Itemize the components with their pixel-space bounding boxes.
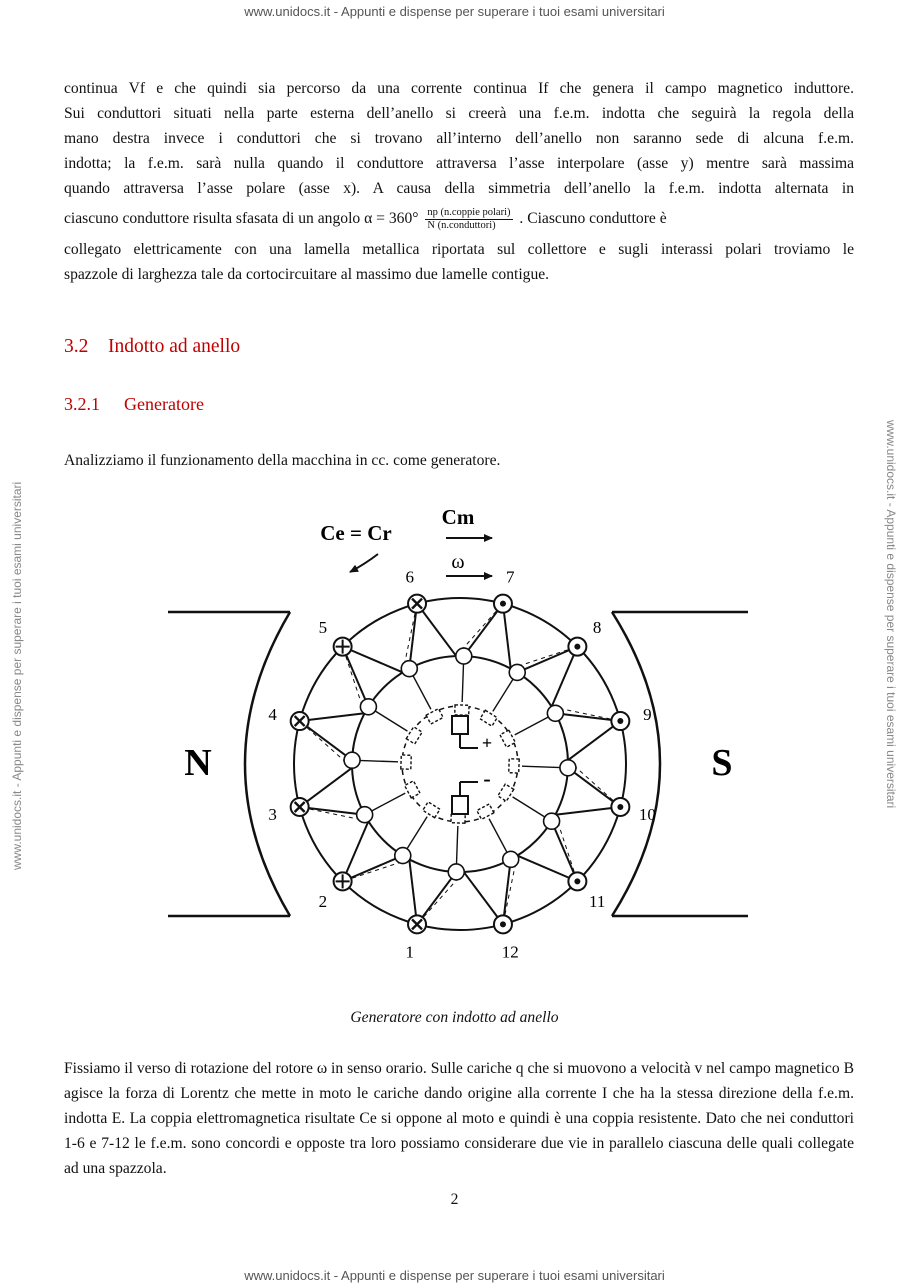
cm-label: Cm [441,505,475,529]
inner-node [560,760,576,776]
conductor-dot-symbol [574,878,580,884]
conductors [268,568,656,962]
inner-node [357,807,373,823]
pole-s-label: S [711,742,733,784]
formula-line [64,201,854,237]
ce-arrow [350,554,378,572]
inner-node [547,705,563,721]
conductor-number: 5 [318,617,328,637]
conductor-number: 8 [592,617,602,637]
ce-cr-label: Ce = Cr [320,521,392,545]
commutator-segment [480,710,497,726]
conductor-dot-symbol [500,601,506,607]
commutator-segment [500,730,515,747]
conductor-number: 4 [268,704,277,724]
conductor-number: 1 [405,942,415,962]
text-line: collegato elettricamente con una lamella metallica riportata sul collettore e sugli interassi polari troviamo le [64,241,854,258]
top-banner: www.unidocs.it - Appunti e dispense per superare i tuoi esami universitari [244,4,665,19]
section-heading [64,336,240,358]
commutator-segment [401,755,411,769]
brush-minus-sign: - [483,766,491,791]
conductor-number: 2 [318,892,328,912]
brush-plus [452,716,478,748]
text-line: spazzole di larghezza tale da cortocircuitare al massimo due lamelle contigue. [64,266,550,283]
text-line: continua Vf e che quindi sia percorso da una corrente continua If che genera il campo magnetico induttore. [64,80,854,97]
conductor-number: 9 [643,704,652,724]
text-line: indotta; la f.e.m. sarà nulla quando il conduttore attraversa l’asse interpolare (asse y) mentre sarà massima [64,155,854,172]
conductor-number: 10 [638,805,656,825]
subsection-number: 3.2.1 [64,394,100,414]
inner-node [401,661,417,677]
right-watermark: www.unidocs.it - Appunti e dispense per superare i tuoi esami universitari [884,420,898,809]
conductor-dot-symbol [574,644,580,650]
inner-node [456,648,472,664]
inner-ring [352,656,568,872]
bottom-banner: www.unidocs.it - Appunti e dispense per superare i tuoi esami universitari [244,1268,665,1283]
left-watermark: www.unidocs.it - Appunti e dispense per superare i tuoi esami universitari [10,481,24,870]
commutator-segment [509,759,519,773]
commutator-segment [423,802,440,818]
conductor-number: 7 [505,567,515,587]
inner-node [360,699,376,715]
brush-minus [452,782,478,814]
conductor-number: 6 [405,567,415,587]
commutator-segment [455,705,469,715]
figure-caption: Generatore con indotto ad anello [350,1009,559,1026]
fraction-numerator: np (n.coppie polari) [427,206,511,218]
formula-post: . Ciascuno conduttore è [519,210,667,227]
ring-armature-figure [0,490,909,1000]
subsection-title: Generatore [124,394,204,414]
section-title: Indotto ad anello [108,336,241,357]
commutator-segment [477,804,494,819]
conductor-dot-symbol [617,718,623,724]
omega-label: ω [451,551,465,573]
inner-node [544,813,560,829]
inner-node [344,752,360,768]
commutator-segment [405,781,420,798]
inner-node [509,664,525,680]
inner-node [395,848,411,864]
fraction-denominator: N (n.conduttori) [427,219,496,231]
pole-n-label: N [184,742,212,784]
subsection-heading [64,394,204,415]
paragraph-2: Fissiamo il verso di rotazione del rotore ω in senso orario. Sulle cariche q che si muovono a velocità v nel campo magnetico B agisce la forza di Lorentz che mette in moto le cariche dando origine alla corrente I che ha la stessa direzione della f.e.m. indotta E. La coppia elettromagnetica risultate Ce si oppone al moto e quindi è una coppia resistente. Dato che nei conduttori 1-6 e 7-12 le f.e.m. sono concordi e opposte tra loro possiamo considerare due vie in parallelo ciascuna delle quali collegate ad una spazzola. [64,1060,854,1177]
inner-node [503,851,519,867]
commutator-segment [498,784,514,801]
commutator-segment [406,727,422,744]
fraction [425,207,512,232]
conductor-dot-symbol [500,921,506,927]
inner-node [448,864,464,880]
conductor-number: 11 [588,892,606,912]
commutator-segment [426,709,443,724]
section-number: 3.2 [64,336,89,357]
text-line: mano destra invece i conduttori che si trovano all’interno dell’anello non saranno sede di alcuna f.e.m. [64,130,854,147]
brush-plus-sign: + [481,733,493,753]
text-line: Sui conduttori situati nella parte esterna dell’anello si creerà una f.e.m. indotta che seguirà la regola della [64,105,854,122]
conductor-dot-symbol [617,804,623,810]
page-number: 2 [450,1191,459,1208]
intro-paragraph: Analizziamo il funzionamento della macchina in cc. come generatore. [64,452,501,469]
conductor-number: 3 [268,805,277,825]
conductor-number: 12 [501,942,519,962]
formula-pre: ciascuno conduttore risulta sfasata di un angolo α = 360° [64,210,419,227]
text-line: quando attraversa l’asse polare (asse x). A causa della simmetria dell’anello la f.e.m. indotta alternata in [64,180,854,197]
paragraph-1 [64,76,854,287]
